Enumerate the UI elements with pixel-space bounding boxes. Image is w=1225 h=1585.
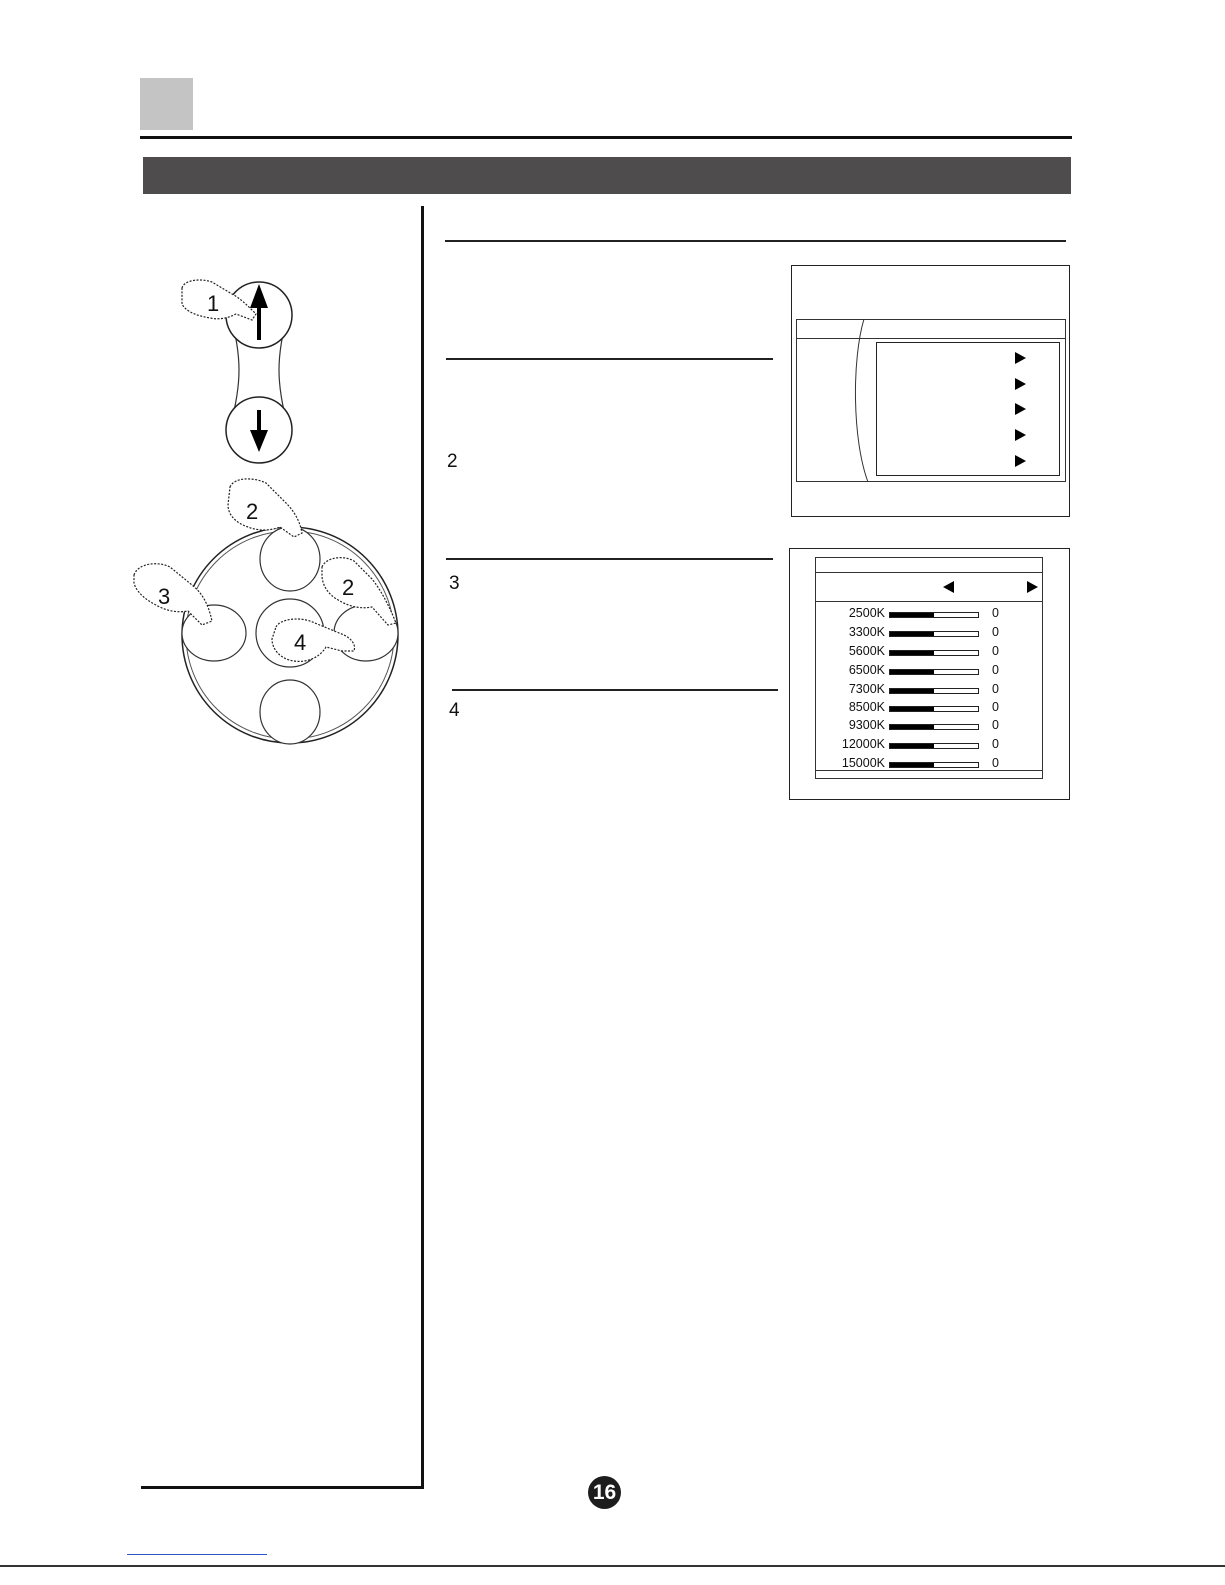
level-slider-fill xyxy=(890,725,934,729)
temperature-row[interactable] xyxy=(816,624,1044,642)
dpad-left-label: 3 xyxy=(158,584,171,609)
temperature-row[interactable] xyxy=(816,699,1044,717)
triangle-right-icon[interactable] xyxy=(1015,429,1026,441)
temperature-label: 6500K xyxy=(848,663,885,677)
level-value: 0 xyxy=(992,663,999,677)
menu-item-list xyxy=(876,342,1060,476)
level-value: 0 xyxy=(992,700,999,714)
chapter-marker xyxy=(140,78,193,130)
panel-divider xyxy=(816,601,1042,602)
column-divider xyxy=(421,206,424,1489)
temperature-row[interactable] xyxy=(816,736,1044,754)
temperature-label: 15000K xyxy=(841,756,885,770)
level-slider[interactable] xyxy=(889,688,979,694)
section-title-bar xyxy=(143,157,1071,194)
menu-screen xyxy=(791,265,1070,517)
updown-finger-label: 1 xyxy=(207,291,220,316)
step-divider xyxy=(446,358,773,360)
dpad-illustration xyxy=(130,475,410,750)
hand-pointer-icon xyxy=(134,564,212,625)
triangle-right-icon[interactable] xyxy=(1015,403,1026,415)
level-slider[interactable] xyxy=(889,669,979,675)
level-slider[interactable] xyxy=(889,706,979,712)
temperature-row[interactable] xyxy=(816,717,1044,735)
panel-divider xyxy=(816,572,1042,573)
triangle-right-icon[interactable] xyxy=(1015,455,1026,467)
triangle-right-icon[interactable] xyxy=(1015,378,1026,390)
temperature-row[interactable] xyxy=(816,681,1044,699)
temperature-label: 9300K xyxy=(848,718,885,732)
dpad-top-label: 2 xyxy=(246,499,259,524)
footer-link-line xyxy=(127,1554,267,1555)
level-slider-fill xyxy=(890,744,934,748)
level-value: 0 xyxy=(992,625,999,639)
selector-left-icon[interactable] xyxy=(943,581,954,593)
level-value: 0 xyxy=(992,737,999,751)
step-number-4: 4 xyxy=(449,700,460,721)
level-slider-fill xyxy=(890,670,934,674)
level-slider-fill xyxy=(890,689,934,693)
menu-tab-curve xyxy=(848,319,874,483)
color-temperature-panel xyxy=(815,557,1043,779)
level-slider-fill xyxy=(890,707,934,711)
level-slider[interactable] xyxy=(889,724,979,730)
dpad-center-label: 4 xyxy=(294,630,307,655)
level-slider-fill xyxy=(890,651,934,655)
level-value: 0 xyxy=(992,718,999,732)
step-divider xyxy=(446,558,773,560)
updown-button-illustration xyxy=(170,270,320,470)
selector-right-icon[interactable] xyxy=(1027,581,1038,593)
temperature-label: 12000K xyxy=(841,737,885,751)
header-rule xyxy=(140,136,1072,139)
level-slider[interactable] xyxy=(889,743,979,749)
step-number-2: 2 xyxy=(447,451,458,472)
temperature-label: 2500K xyxy=(848,606,885,620)
level-slider-fill xyxy=(890,613,934,617)
page-number: 16 xyxy=(588,1476,621,1509)
menu-tab-bar xyxy=(796,319,1066,339)
temperature-row[interactable] xyxy=(816,662,1044,680)
level-slider[interactable] xyxy=(889,631,979,637)
level-value: 0 xyxy=(992,644,999,658)
temperature-label: 7300K xyxy=(848,682,885,696)
level-slider-fill xyxy=(890,632,934,636)
level-slider[interactable] xyxy=(889,650,979,656)
footer-rule xyxy=(141,1486,424,1489)
temperature-row[interactable] xyxy=(816,755,1044,773)
level-slider[interactable] xyxy=(889,612,979,618)
step-number-3: 3 xyxy=(449,573,460,594)
temperature-label: 5600K xyxy=(848,644,885,658)
dpad-down-key[interactable] xyxy=(260,680,320,744)
dpad-right-label: 2 xyxy=(342,575,355,600)
page-edge-line xyxy=(0,1565,1225,1567)
step-divider xyxy=(452,689,778,691)
dpad-up-key[interactable] xyxy=(260,527,320,591)
temperature-row[interactable] xyxy=(816,643,1044,661)
heading-rule xyxy=(445,240,1066,242)
triangle-right-icon[interactable] xyxy=(1015,352,1026,364)
temperature-label: 8500K xyxy=(848,700,885,714)
level-value: 0 xyxy=(992,606,999,620)
color-temperature-screen xyxy=(789,548,1070,800)
level-slider[interactable] xyxy=(889,762,979,768)
level-value: 0 xyxy=(992,756,999,770)
temperature-row[interactable] xyxy=(816,605,1044,623)
level-slider-fill xyxy=(890,763,934,767)
temperature-label: 3300K xyxy=(848,625,885,639)
level-value: 0 xyxy=(992,682,999,696)
hand-pointer-icon xyxy=(228,479,302,537)
